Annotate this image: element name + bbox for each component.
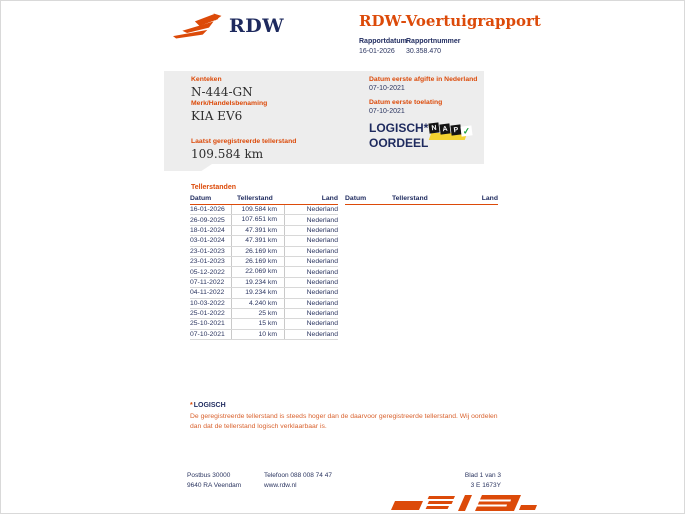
merk-label: Merk/Handelsbenaming — [191, 100, 268, 107]
table-cell-land: Nederland — [306, 278, 338, 286]
table-cell-tell: 25 km — [231, 309, 285, 318]
logisch-note — [190, 402, 502, 431]
footer-address — [187, 471, 241, 491]
rdw-logo — [173, 11, 284, 41]
laatste-tellerstand-field — [191, 138, 296, 161]
table-cell-land: Nederland — [306, 237, 338, 245]
table-cell-datum: 26-09-2025 — [190, 216, 225, 224]
table-cell-datum: 10-03-2022 — [190, 299, 225, 307]
table-cell-tell: 22.069 km — [231, 267, 285, 276]
table-header-row — [190, 195, 338, 205]
header-datum: Datum — [345, 195, 367, 202]
header-datum: Datum — [190, 195, 212, 202]
footer-website: www.rdw.nl — [264, 482, 297, 489]
page-title: RDW-Voertuigrapport — [359, 12, 541, 30]
table-cell-tell: 19.234 km — [231, 288, 285, 297]
eerste-afgifte-label: Datum eerste afgifte in Nederland — [369, 76, 478, 83]
rdw-eagle-icon — [173, 11, 223, 41]
decorative-stripes-icon — [383, 492, 539, 513]
table-row — [190, 226, 338, 236]
nap-logo — [428, 122, 472, 143]
table-cell-land: Nederland — [306, 247, 338, 255]
table-cell-datum: 25-01-2022 — [190, 310, 225, 318]
note-title-text: LOGISCH — [193, 402, 226, 409]
table-cell-land: Nederland — [306, 206, 338, 214]
table-cell-land: Nederland — [306, 268, 338, 276]
table-cell-datum: 25-10-2021 — [190, 320, 225, 328]
table-cell-datum: 03-01-2024 — [190, 237, 225, 245]
table-cell-land: Nederland — [306, 289, 338, 297]
laatste-tellerstand-label: Laatst geregistreerde tellerstand — [191, 138, 297, 145]
nap-letter-p: P — [450, 124, 461, 135]
footer-contact — [264, 471, 332, 491]
report-date-label: Rapportdatum — [359, 38, 407, 45]
table-cell-tell: 10 km — [231, 330, 285, 339]
nap-letter-a: A — [439, 123, 450, 134]
rdw-logo-text: RDW — [229, 15, 285, 37]
mileage-table-left — [190, 195, 338, 340]
table-cell-tell: 47.391 km — [231, 236, 285, 245]
table-cell-datum: 04-11-2022 — [190, 289, 225, 297]
table-cell-tell: 26.169 km — [231, 247, 285, 256]
table-row — [190, 257, 338, 267]
report-number — [406, 38, 460, 55]
footer-phone: Telefoon 088 008 74 47 — [264, 472, 332, 479]
table-row — [190, 215, 338, 225]
table-row — [190, 267, 338, 277]
header-tellerstand: Tellerstand — [237, 195, 273, 202]
table-row — [190, 299, 338, 309]
note-text: De geregistreerde tellerstand is steeds hoger dan de daarvoor geregistreerde tellerstand. Wij oordelen dan dat de tellerstand logisch verklaarbaar is. — [190, 413, 498, 430]
footer-pagination — [396, 471, 501, 491]
table-cell-land: Nederland — [306, 216, 338, 224]
footer-address-line2: 9640 RA Veendam — [187, 482, 242, 489]
kenteken-label: Kenteken — [191, 76, 222, 83]
oordeel-line2: OORDEEL — [369, 136, 429, 150]
table-cell-tell: 15 km — [231, 319, 285, 328]
merk-value: KIA EV6 — [191, 109, 243, 123]
eerste-afgifte-field — [369, 76, 477, 92]
eerste-toelating-value: 07-10-2021 — [369, 108, 405, 115]
table-row — [190, 236, 338, 246]
footer-page-indicator: Blad 1 van 3 — [464, 472, 501, 479]
table-cell-tell: 109.584 km — [231, 205, 285, 214]
table-cell-datum: 23-01-2023 — [190, 258, 225, 266]
report-number-value: 30.358.470 — [406, 48, 442, 55]
table-cell-land: Nederland — [306, 320, 338, 328]
note-title — [190, 402, 502, 409]
oordeel-verdict — [369, 121, 428, 151]
table-row — [190, 309, 338, 319]
summary-box-tail — [164, 164, 212, 171]
nap-check-icon: ✓ — [462, 125, 471, 136]
table-cell-land: Nederland — [306, 310, 338, 318]
footer-address-line1: Postbus 30000 — [187, 472, 231, 479]
footer-doc-code: 3 E 1673Y — [470, 482, 501, 489]
eerste-toelating-label: Datum eerste toelating — [369, 99, 443, 106]
table-row — [190, 330, 338, 340]
merk-field — [191, 100, 267, 123]
mileage-table-right — [345, 195, 498, 205]
table-row — [190, 247, 338, 257]
table-cell-land: Nederland — [306, 226, 338, 234]
tellerstanden-section-title: Tellerstanden — [191, 184, 236, 191]
header-tellerstand: Tellerstand — [392, 195, 428, 202]
table-row — [190, 205, 338, 215]
table-row — [190, 278, 338, 288]
note-asterisk: * — [190, 402, 193, 409]
table-cell-datum: 05-12-2022 — [190, 268, 225, 276]
kenteken-field — [191, 76, 253, 99]
table-cell-land: Nederland — [306, 299, 338, 307]
table-cell-tell: 4.240 km — [231, 299, 285, 308]
table-cell-land: Nederland — [306, 258, 338, 266]
table-row — [190, 288, 338, 298]
laatste-tellerstand-value: 109.584 km — [191, 147, 264, 161]
table-header-row — [345, 195, 498, 205]
table-cell-datum: 16-01-2026 — [190, 206, 225, 214]
table-cell-datum: 07-10-2021 — [190, 330, 225, 338]
table-cell-datum: 18-01-2024 — [190, 226, 225, 234]
report-date — [359, 38, 407, 55]
eerste-afgifte-value: 07-10-2021 — [369, 85, 405, 92]
nap-letter-n: N — [428, 122, 439, 133]
table-row — [190, 319, 338, 329]
table-cell-datum: 07-11-2022 — [190, 278, 225, 286]
kenteken-value: N-444-GN — [191, 85, 253, 99]
table-cell-land: Nederland — [306, 330, 338, 338]
table-cell-tell: 19.234 km — [231, 278, 285, 287]
header-land: Land — [481, 195, 498, 202]
report-date-value: 16-01-2026 — [359, 48, 395, 55]
report-number-label: Rapportnummer — [406, 38, 461, 45]
table-cell-tell: 26.169 km — [231, 257, 285, 266]
table-cell-tell: 107.651 km — [231, 215, 285, 224]
header-land: Land — [321, 195, 338, 202]
mileage-rows-left — [190, 205, 338, 340]
eerste-toelating-field — [369, 99, 442, 115]
oordeel-line1: LOGISCH* — [369, 121, 429, 135]
table-cell-tell: 47.391 km — [231, 226, 285, 235]
table-cell-datum: 23-01-2023 — [190, 247, 225, 255]
